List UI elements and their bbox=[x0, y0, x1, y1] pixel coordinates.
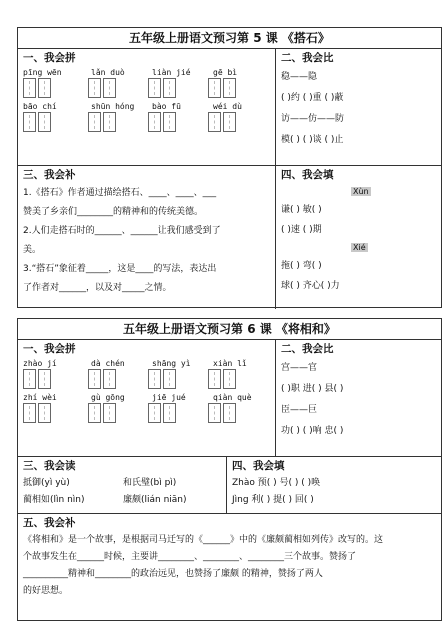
section-heading: 四、我会填 bbox=[232, 460, 285, 472]
read-item: 和氏璧(bì pì) bbox=[123, 478, 177, 488]
compare-line: 宫——官 bbox=[281, 363, 318, 373]
blank-line: ( )速 ( )期 bbox=[281, 225, 322, 235]
writing-box[interactable] bbox=[163, 112, 176, 132]
lesson6-row-bottom bbox=[18, 514, 441, 622]
section-heading: 二、我会比 bbox=[281, 343, 334, 355]
fill-line: 3.“搭石”象征着_____，这是____的写法，表达出 bbox=[23, 264, 217, 274]
blank-line: 球( ) 齐心( )力 bbox=[281, 281, 340, 291]
lesson5-table bbox=[17, 27, 442, 308]
pinyin-text: jiē jué bbox=[152, 393, 186, 402]
pinyin-text: zhí wèi bbox=[23, 393, 57, 402]
compare-line: 稳——隐 bbox=[281, 72, 318, 82]
lesson6-read-section bbox=[18, 457, 226, 513]
writing-box[interactable] bbox=[88, 403, 101, 423]
writing-box[interactable] bbox=[163, 369, 176, 389]
lesson5-row-bottom bbox=[18, 166, 441, 309]
fill-line: 1.《搭石》作者通过描绘搭石、____、____、___ bbox=[23, 188, 217, 198]
lesson6-compare-section bbox=[275, 340, 441, 456]
writing-grid-row bbox=[23, 112, 270, 132]
lesson6-blank-section bbox=[226, 457, 441, 513]
fill-line: __________精神和________的政治远见，也赞扬了廉颇 的精神，赞扬了两人 bbox=[23, 569, 323, 579]
pinyin-text: zhào jí bbox=[23, 359, 57, 368]
compare-line: ( )约 ( )重 ( )蔽 bbox=[281, 93, 344, 103]
blank-line: Jìng 利( ) 提( ) 回( ) bbox=[232, 495, 314, 505]
compare-line: 功( ) ( )响 忠( ) bbox=[281, 426, 344, 436]
writing-box[interactable] bbox=[23, 369, 36, 389]
writing-box[interactable] bbox=[23, 78, 36, 98]
pinyin-text: xiàn lǐ bbox=[213, 359, 247, 368]
writing-box[interactable] bbox=[208, 78, 221, 98]
pinyin-text: bāo chí bbox=[23, 102, 57, 111]
fill-line: 赞美了乡亲们________的精神和的传统美德。 bbox=[23, 207, 204, 217]
pinyin-text: gē bì bbox=[213, 68, 238, 77]
writing-box[interactable] bbox=[148, 112, 161, 132]
lesson5-blank-section bbox=[275, 166, 441, 309]
lesson5-compare-section bbox=[275, 49, 441, 165]
fill-line: 《将相和》是一个故事，是根据司马迁写的《______》中的《廉颇蔺相如列传》改写的。这 bbox=[23, 535, 384, 545]
fill-line: 的好思想。 bbox=[23, 586, 69, 596]
writing-box[interactable] bbox=[223, 369, 236, 389]
pinyin-row bbox=[23, 392, 270, 403]
pinyin-text: gù gōng bbox=[91, 393, 125, 402]
writing-box[interactable] bbox=[208, 403, 221, 423]
compare-line: 模( ) ( )谈 ( )止 bbox=[281, 135, 344, 145]
section-heading: 三、我会补 bbox=[23, 169, 76, 181]
writing-box[interactable] bbox=[103, 403, 116, 423]
pinyin-text: dà chén bbox=[91, 359, 125, 368]
writing-box[interactable] bbox=[38, 403, 51, 423]
pinyin-text: bào fū bbox=[152, 102, 181, 111]
read-line bbox=[23, 475, 221, 492]
section-heading: 一、我会拼 bbox=[23, 52, 76, 64]
lesson6-row-mid bbox=[18, 457, 441, 514]
writing-box[interactable] bbox=[148, 78, 161, 98]
pinyin-text: liàn jié bbox=[152, 68, 191, 77]
pinyin-row bbox=[23, 101, 270, 112]
lesson6-row-top bbox=[18, 340, 441, 457]
writing-grid-row bbox=[23, 369, 270, 389]
pinyin-text: qiàn què bbox=[213, 393, 252, 402]
writing-box[interactable] bbox=[223, 403, 236, 423]
fill-line: 2.人们走搭石时的______、______让我们感受到了 bbox=[23, 226, 221, 236]
section-heading: 五、我会补 bbox=[23, 517, 76, 529]
section-heading: 三、我会读 bbox=[23, 460, 76, 472]
lesson5-pinyin-section bbox=[18, 49, 275, 165]
writing-grid-row bbox=[23, 403, 270, 423]
writing-box[interactable] bbox=[148, 403, 161, 423]
writing-grid-row bbox=[23, 78, 270, 98]
writing-box[interactable] bbox=[38, 369, 51, 389]
writing-box[interactable] bbox=[208, 112, 221, 132]
writing-box[interactable] bbox=[103, 369, 116, 389]
read-item: 蔺相如(lìn nìn) bbox=[23, 495, 85, 505]
blank-line: Zhào 预( ) 号( ) ( )唤 bbox=[232, 478, 321, 488]
section-heading: 四、我会填 bbox=[281, 169, 334, 181]
lesson6-title: 五年级上册语文预习第 6 课 《将相和》 bbox=[18, 319, 441, 340]
fill-line: 美。 bbox=[23, 245, 42, 255]
pinyin-row bbox=[23, 67, 270, 78]
writing-box[interactable] bbox=[38, 112, 51, 132]
writing-box[interactable] bbox=[163, 78, 176, 98]
lesson6-pinyin-section bbox=[18, 340, 275, 456]
read-item: 廉颇(lián niān) bbox=[123, 495, 187, 505]
compare-line: 访——仿——防 bbox=[281, 114, 345, 124]
writing-box[interactable] bbox=[38, 78, 51, 98]
pinyin-row bbox=[23, 358, 270, 369]
pinyin-text: shūn hóng bbox=[91, 102, 135, 111]
pinyin-highlight: Xùn bbox=[353, 187, 369, 196]
lesson6-fill-section bbox=[18, 514, 441, 622]
writing-box[interactable] bbox=[223, 112, 236, 132]
writing-box[interactable] bbox=[148, 369, 161, 389]
writing-box[interactable] bbox=[103, 112, 116, 132]
lesson6-table bbox=[17, 318, 442, 621]
blank-line: 拖( ) 弯( ) bbox=[281, 261, 322, 271]
writing-box[interactable] bbox=[88, 78, 101, 98]
read-item: 抵御(yì yù) bbox=[23, 478, 70, 488]
writing-box[interactable] bbox=[163, 403, 176, 423]
writing-box[interactable] bbox=[88, 369, 101, 389]
pinyin-highlight: Xié bbox=[353, 243, 366, 252]
fill-line: 了作者对______，以及对_____之情。 bbox=[23, 283, 172, 293]
read-line bbox=[23, 492, 221, 509]
pinyin-text: pīng wēn bbox=[23, 68, 62, 77]
compare-line: 臣——巨 bbox=[281, 405, 318, 415]
pinyin-text: lǎn duò bbox=[91, 68, 125, 77]
compare-line: ( )职 进( ) 县( ) bbox=[281, 384, 344, 394]
writing-box[interactable] bbox=[23, 112, 36, 132]
fill-line: 个故事发生在______时候，主要讲________、________、________三个故事。赞扬了 bbox=[23, 552, 357, 562]
writing-box[interactable] bbox=[103, 78, 116, 98]
blank-line: 谦( ) 敏( ) bbox=[281, 205, 322, 215]
lesson5-row-top bbox=[18, 49, 441, 166]
writing-box[interactable] bbox=[208, 369, 221, 389]
section-heading: 一、我会拼 bbox=[23, 343, 76, 355]
writing-box[interactable] bbox=[88, 112, 101, 132]
writing-box[interactable] bbox=[23, 403, 36, 423]
lesson5-title: 五年级上册语文预习第 5 课 《搭石》 bbox=[18, 28, 441, 49]
pinyin-text: wéi dù bbox=[213, 102, 242, 111]
pinyin-text: shāng yì bbox=[152, 359, 191, 368]
writing-box[interactable] bbox=[223, 78, 236, 98]
lesson5-fill-section bbox=[18, 166, 275, 309]
section-heading: 二、我会比 bbox=[281, 52, 334, 64]
